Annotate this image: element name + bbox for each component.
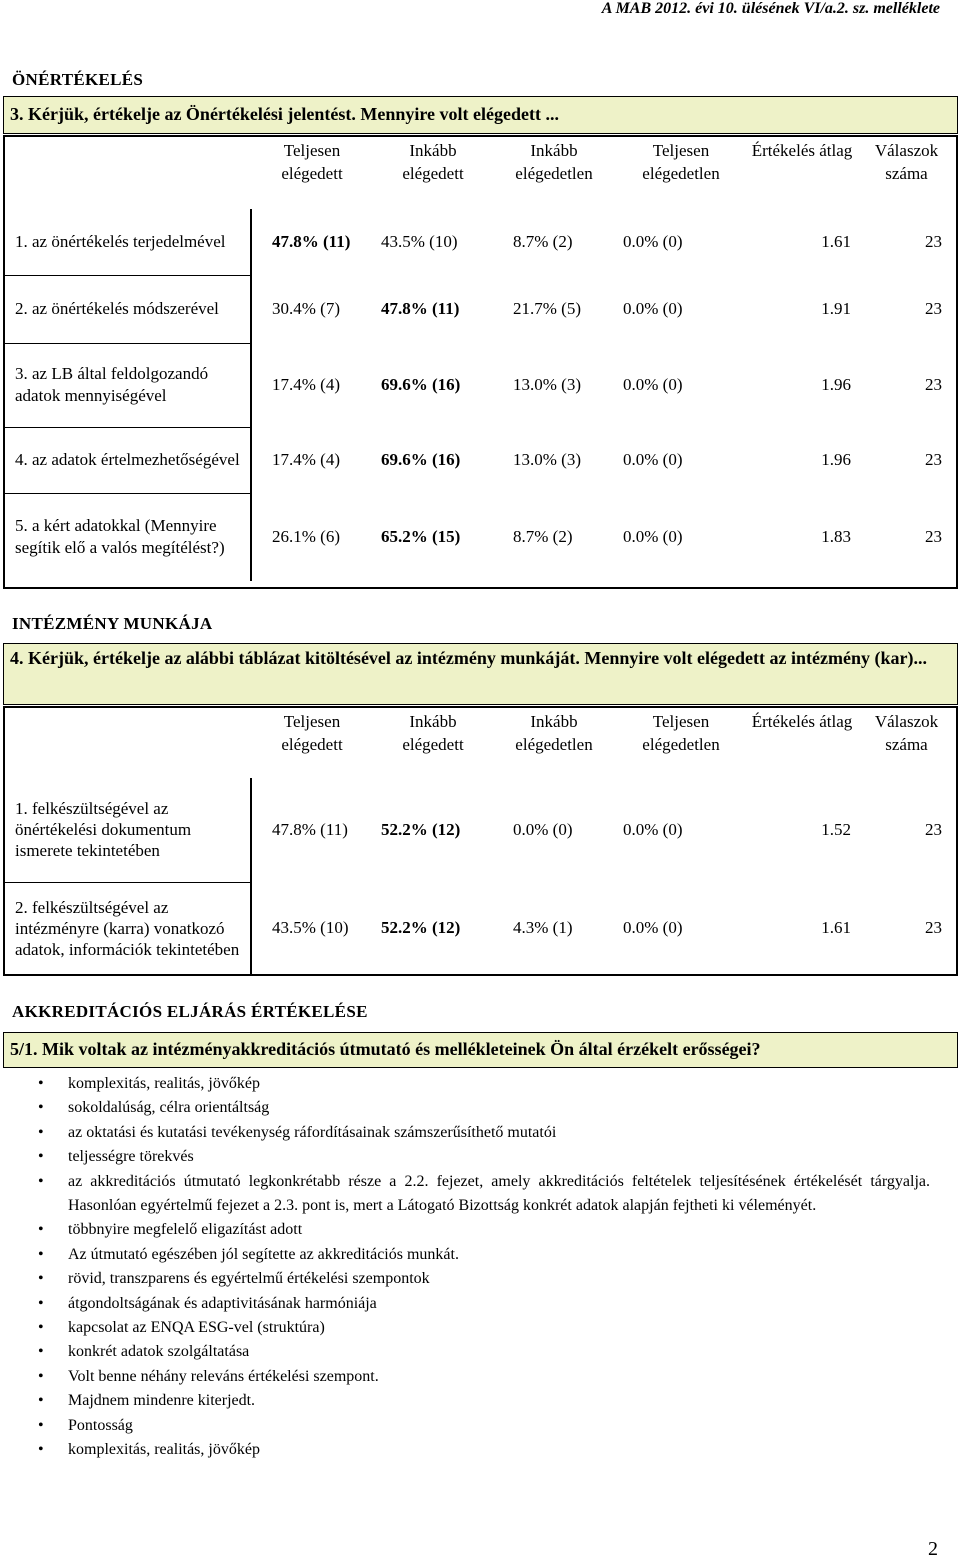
list-item: • Volt benne néhány releváns értékelési szempont.: [12, 1365, 942, 1389]
list-item: • Az útmutató egészében jól segítette az akkreditációs munkát.: [12, 1243, 942, 1267]
table-row: [5, 882, 956, 974]
cell-avg: 1.96: [821, 375, 851, 394]
question-5-1: 5/1. Mik voltak az intézményakkreditációs útmutató és mellékleteinek Ön által érzékelt erősségei?: [3, 1032, 958, 1068]
cell-n: 23: [925, 918, 942, 937]
cell-c2: 69.6% (16): [381, 450, 461, 469]
cell-c1: 47.8% (11): [272, 820, 348, 839]
column-header: Inkább elégedetlen: [515, 141, 593, 183]
row-label: 3. az LB által feldolgozandó adatok mennyiségével: [5, 343, 251, 427]
list-item: • komplexitás, realitás, jövőkép: [12, 1438, 942, 1462]
table-header-row: [5, 708, 956, 778]
cell-c2: 65.2% (15): [381, 527, 461, 546]
column-header: Válaszok száma: [874, 141, 939, 183]
cell-c2: 69.6% (16): [381, 375, 461, 394]
list-item: • Majdnem mindenre kiterjedt.: [12, 1389, 942, 1413]
section-title-intezmeny: INTÉZMÉNY MUNKÁJA: [12, 614, 213, 633]
cell-c1: 26.1% (6): [272, 527, 340, 546]
column-header: Értékelés átlag: [751, 141, 853, 160]
cell-c1: 17.4% (4): [272, 375, 340, 394]
list-item: • az akkreditációs útmutató legkonkrétabb része a 2.2. fejezet, amely akkreditációs feltételek teljesítésének értékelését tárgyalja. Hasonlóan egyértelmű fejezet a 2.3. pont is, mert a Látogató Bizottság konkrét adatok alapján fejtheti ki véleményét.: [12, 1170, 942, 1219]
cell-c2: 52.2% (12): [381, 918, 461, 937]
cell-n: 23: [925, 232, 942, 251]
cell-avg: 1.52: [821, 820, 851, 839]
list-item: • Pontosság: [12, 1414, 942, 1438]
column-header: Teljesen elégedett: [281, 141, 343, 183]
cell-c4: 0.0% (0): [623, 232, 683, 251]
cell-c2: 43.5% (10): [381, 232, 458, 251]
list-item: • kapcsolat az ENQA ESG-vel (struktúra): [12, 1316, 942, 1340]
cell-c3: 21.7% (5): [513, 299, 581, 318]
cell-c4: 0.0% (0): [623, 527, 683, 546]
row-label: 1. az önértékelés terjedelmével: [5, 209, 251, 275]
column-header: Teljesen elégedett: [281, 712, 343, 754]
cell-c3: 13.0% (3): [513, 450, 581, 469]
section-title-onertekeles: ÖNÉRTÉKELÉS: [12, 70, 144, 89]
cell-c3: 0.0% (0): [513, 820, 573, 839]
cell-avg: 1.96: [821, 450, 851, 469]
cell-c4: 0.0% (0): [623, 820, 683, 839]
list-item: • az oktatási és kutatási tevékenység ráfordításainak számszerűsíthető mutatói: [12, 1121, 942, 1145]
column-header: Inkább elégedett: [402, 141, 464, 183]
table-row: [5, 493, 956, 581]
cell-c1: 17.4% (4): [272, 450, 340, 469]
table-row: [5, 778, 956, 882]
cell-c4: 0.0% (0): [623, 918, 683, 937]
table-row: [5, 343, 956, 427]
column-header: Teljesen elégedetlen: [642, 712, 720, 754]
column-header: Inkább elégedetlen: [515, 712, 593, 754]
cell-c1: 47.8% (11): [272, 232, 351, 251]
cell-c1: 43.5% (10): [272, 918, 349, 937]
cell-c3: 4.3% (1): [513, 918, 573, 937]
header-empty-cell: [5, 137, 251, 209]
row-label: 4. az adatok értelmezhetőségével: [5, 427, 251, 493]
strengths-list: [12, 1072, 942, 1463]
list-item: • rövid, transzparens és egyértelmű értékelési szempontok: [12, 1267, 942, 1291]
cell-n: 23: [925, 375, 942, 394]
table-header-row: [5, 137, 956, 209]
list-item: • sokoldalúság, célra orientáltság: [12, 1096, 942, 1120]
rating-table-2: [5, 708, 956, 974]
section-title-akkreditacio: AKKREDITÁCIÓS ELJÁRÁS ÉRTÉKELÉSE: [12, 1002, 368, 1021]
cell-n: 23: [925, 527, 942, 546]
cell-n: 23: [925, 820, 942, 839]
cell-n: 23: [925, 299, 942, 318]
cell-c3: 8.7% (2): [513, 232, 573, 251]
row-label: 2. az önértékelés módszerével: [5, 275, 251, 343]
cell-n: 23: [925, 450, 942, 469]
table-row: [5, 427, 956, 493]
page-header: A MAB 2012. évi 10. ülésének VI/a.2. sz. melléklete: [601, 0, 940, 17]
row-label: 5. a kért adatokkal (Mennyire segítik elő a valós megítélést?): [5, 493, 251, 581]
rating-table-1: [5, 137, 957, 581]
cell-c4: 0.0% (0): [623, 450, 683, 469]
cell-avg: 1.61: [821, 232, 851, 251]
list-item: • teljességre törekvés: [12, 1145, 942, 1169]
cell-avg: 1.83: [821, 527, 851, 546]
cell-c1: 30.4% (7): [272, 299, 340, 318]
list-item: • komplexitás, realitás, jövőkép: [12, 1072, 942, 1096]
table-row: [5, 275, 956, 343]
cell-c3: 8.7% (2): [513, 527, 573, 546]
list-item: • többnyire megfelelő eligazítást adott: [12, 1218, 942, 1242]
column-header: Teljesen elégedetlen: [642, 141, 720, 183]
column-header: Válaszok száma: [874, 712, 939, 754]
page-number: 2: [928, 1538, 938, 1560]
question-3: 3. Kérjük, értékelje az Önértékelési jelentést. Mennyire volt elégedett ...: [3, 96, 958, 134]
cell-avg: 1.61: [821, 918, 851, 937]
column-header: Értékelés átlag: [751, 712, 853, 731]
table-row: [5, 209, 956, 275]
cell-c2: 47.8% (11): [381, 299, 460, 318]
row-label: 1. felkészültségével az önértékelési dokumentum ismerete tekintetében: [5, 778, 251, 882]
list-item: • konkrét adatok szolgáltatása: [12, 1340, 942, 1364]
cell-c4: 0.0% (0): [623, 375, 683, 394]
list-item: • átgondoltságának és adaptivitásának harmóniája: [12, 1292, 942, 1316]
cell-c4: 0.0% (0): [623, 299, 683, 318]
header-empty-cell: [5, 708, 251, 778]
cell-c2: 52.2% (12): [381, 820, 461, 839]
cell-c3: 13.0% (3): [513, 375, 581, 394]
question-4: 4. Kérjük, értékelje az alábbi táblázat kitöltésével az intézmény munkáját. Mennyire volt elégedett az intézmény (kar)...: [3, 643, 958, 705]
cell-avg: 1.91: [821, 299, 851, 318]
row-label: 2. felkészültségével az intézményre (karra) vonatkozó adatok, információk tekintetében: [5, 882, 251, 974]
column-header: Inkább elégedett: [402, 712, 464, 754]
